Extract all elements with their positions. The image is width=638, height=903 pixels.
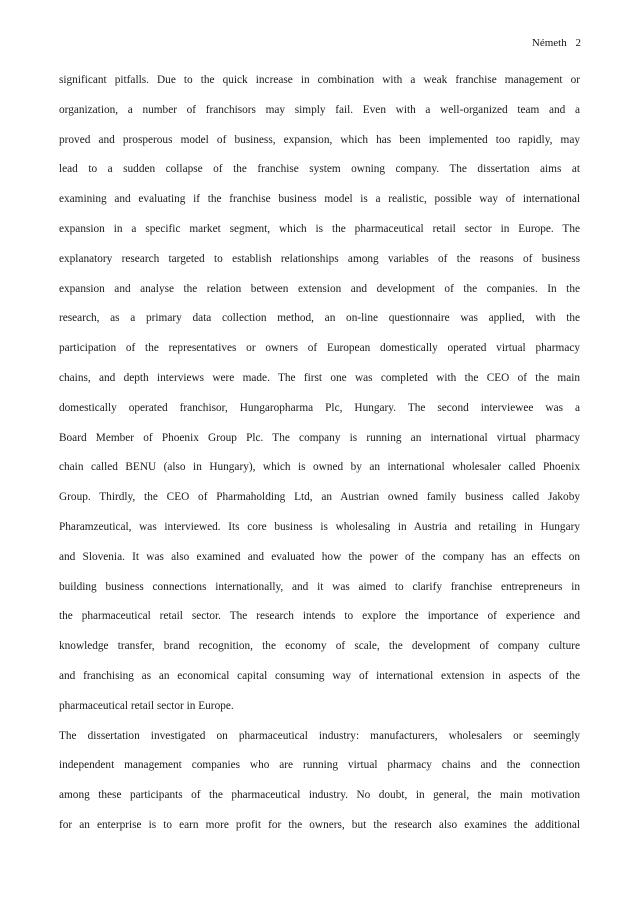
text-line: examining and evaluating if the franchise business model is a realistic, possible way of international bbox=[59, 193, 580, 206]
text-line: participation of the representatives or owners of European domestically operated virtual pharmacy bbox=[59, 342, 580, 355]
text-line: Pharamzeutical, was interviewed. Its core business is wholesaling in Austria and retailing in Hungary bbox=[59, 520, 580, 533]
body-text bbox=[59, 66, 580, 841]
text-line: significant pitfalls. Due to the quick increase in combination with a weak franchise management or bbox=[59, 74, 580, 86]
text-line: knowledge transfer, brand recognition, the economy of scale, the development of company culture bbox=[59, 640, 580, 653]
header-author: Németh bbox=[531, 37, 567, 49]
page-number: 2 bbox=[575, 37, 581, 49]
text-line: independent management companies who are running virtual pharmacy chains and the connection bbox=[59, 759, 580, 772]
text-line: expansion and analyse the relation between extension and development of the companies. In the bbox=[59, 282, 580, 295]
text-line: and Slovenia. It was also examined and evaluated how the power of the company has an effects on bbox=[59, 550, 580, 563]
text-line: the pharmaceutical retail sector. The research intends to explore the importance of experience and bbox=[59, 610, 580, 623]
text-line: building business connections internationally, and it was aimed to clarify franchise entrepreneurs in bbox=[59, 580, 580, 593]
text-line: chains, and depth interviews were made. The first one was completed with the CEO of the main bbox=[59, 371, 580, 384]
text-line: explanatory research targeted to establish relationships among variables of the reasons of business bbox=[59, 252, 580, 265]
text-line: Board Member of Phoenix Group Plc. The company is running an international virtual pharmacy bbox=[59, 431, 580, 444]
running-header bbox=[532, 36, 581, 50]
text-line: research, as a primary data collection method, an on-line questionnaire was applied, with the bbox=[59, 312, 580, 325]
text-line: organization, a number of franchisors may simply fail. Even with a well-organized team and a bbox=[59, 103, 580, 116]
text-line: for an enterprise is to earn more profit for the owners, but the research also examines the additional bbox=[59, 818, 580, 831]
text-line: lead to a sudden collapse of the franchise system owning company. The dissertation aims at bbox=[59, 163, 580, 176]
text-line: and franchising as an economical capital consuming way of international extension in aspects of the bbox=[59, 669, 580, 682]
text-line: chain called BENU (also in Hungary), which is owned by an international wholesaler called Phoenix bbox=[59, 461, 580, 474]
text-line: among these participants of the pharmaceutical industry. No doubt, in general, the main motivation bbox=[59, 789, 580, 802]
text-line: domestically operated franchisor, Hungaropharma Plc, Hungary. The second interviewee was a bbox=[59, 401, 580, 414]
text-line: Group. Thirdly, the CEO of Pharmaholding Ltd, an Austrian owned family business called Jakoby bbox=[59, 491, 580, 504]
text-line: expansion in a specific market segment, which is the pharmaceutical retail sector in Europe. The bbox=[59, 222, 580, 235]
text-line: pharmaceutical retail sector in Europe. bbox=[59, 699, 234, 712]
text-line: The dissertation investigated on pharmaceutical industry: manufacturers, wholesalers or seemingly bbox=[59, 729, 580, 742]
text-line: proved and prosperous model of business, expansion, which has been implemented too rapidly, may bbox=[59, 133, 580, 146]
